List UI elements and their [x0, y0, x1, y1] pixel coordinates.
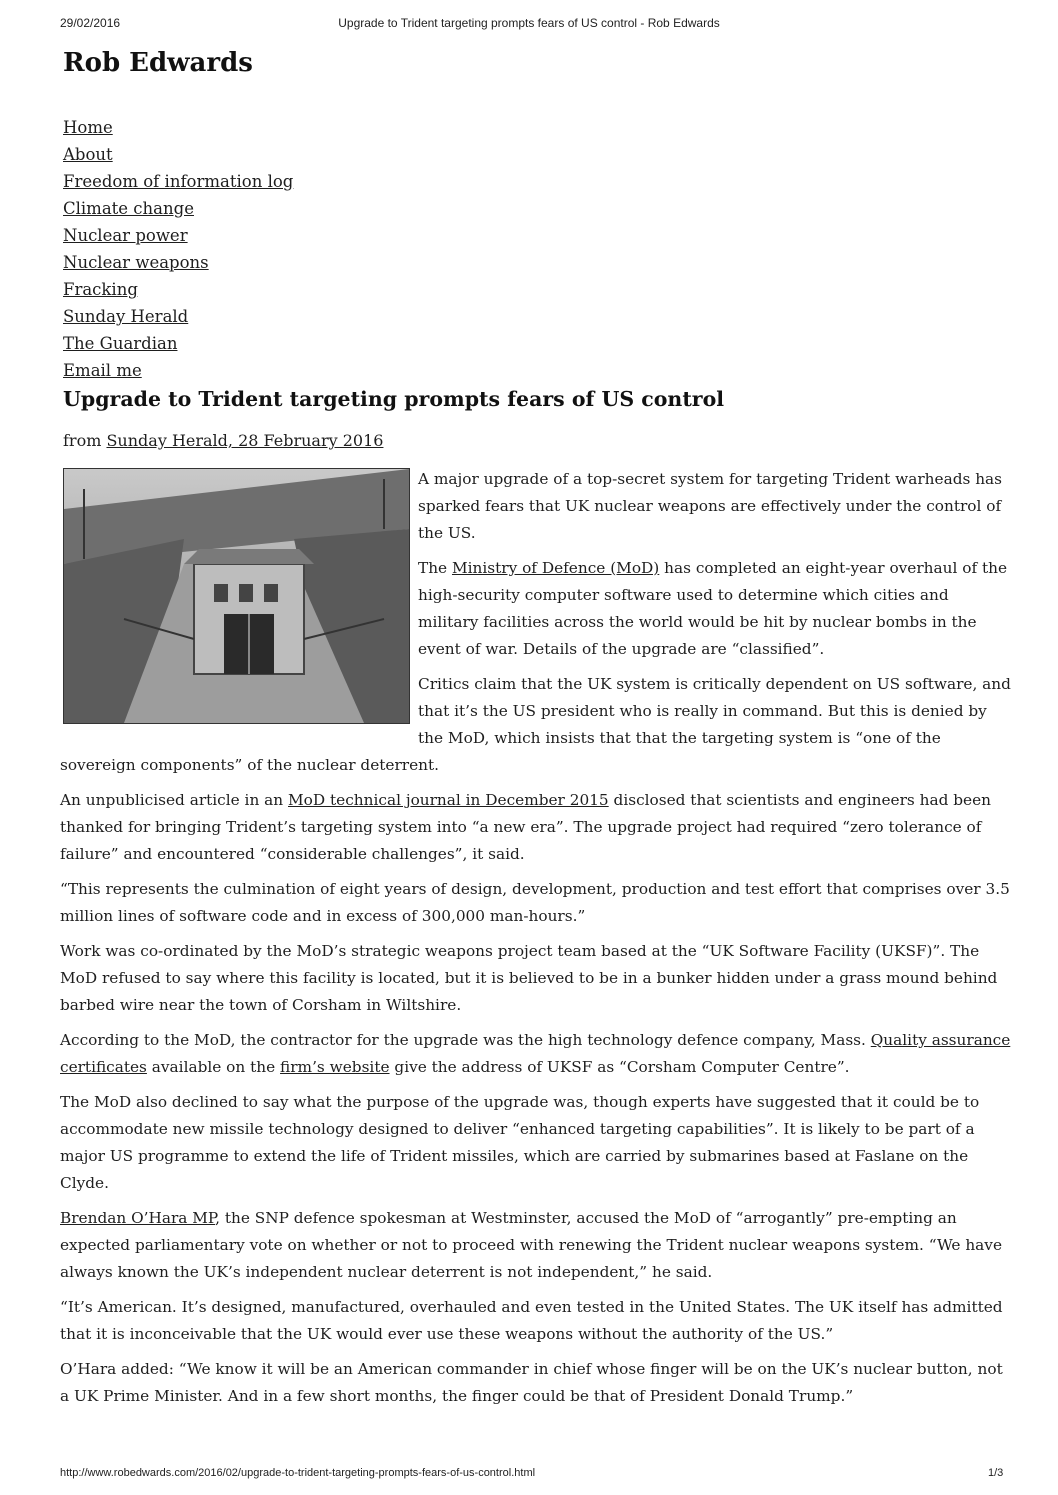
paragraph-8: The MoD also declined to say what the purpose of the upgrade was, though experts have suggested that it could be to accommodate new missile technology designed to deliver “enhanced targeting capabilities”. It is likely to be part of a major US programme to extend the life of Trident missiles, which are carried by submarines based at Faslane on the Clyde.	[60, 1093, 980, 1192]
nav-link-nuclear-power[interactable]: Nuclear power	[63, 226, 188, 245]
nav-link-climate-change[interactable]: Climate change	[63, 199, 194, 218]
nav-item-the-guardian	[63, 332, 293, 359]
mod-journal-link[interactable]: MoD technical journal in December 2015	[288, 791, 609, 809]
bunker-photo	[63, 468, 410, 724]
p7-text-after: give the address of UKSF as “Corsham Computer Centre”.	[394, 1058, 850, 1076]
site-title[interactable]: Rob Edwards	[63, 48, 253, 78]
mod-link[interactable]: Ministry of Defence (MoD)	[451, 559, 660, 577]
firms-website-link[interactable]: firm’s website	[280, 1058, 390, 1076]
nav-link-sunday-herald[interactable]: Sunday Herald	[63, 307, 189, 326]
paragraph-6: Work was co-ordinated by the MoD’s strategic weapons project team based at the “UK Software Facility (UKSF)”. The MoD refused to say where this facility is located, but it is believed to be in a bunker hidden under a grass mound behind barbed wire near the town of Corsham in Wiltshire.	[60, 942, 998, 1014]
print-page-title: Upgrade to Trident targeting prompts fears of US control - Rob Edwards	[338, 16, 720, 30]
source-link[interactable]: Sunday Herald, 28 February 2016	[106, 431, 384, 450]
p4-text-before: An unpublicised article in an	[60, 791, 284, 809]
paragraph-5: “This represents the culmination of eight years of design, development, production and test effort that comprises over 3.5 million lines of software code and in excess of 300,000 man-hours.”	[60, 880, 1010, 925]
print-date: 29/02/2016	[60, 16, 121, 30]
paragraph-11: O’Hara added: “We know it will be an American commander in chief whose finger will be on the UK’s nuclear button, not a UK Prime Minister. And in a few short months, the finger could be that of President Donald Trump.”	[60, 1360, 1003, 1405]
brendan-ohara-link[interactable]: Brendan O’Hara MP	[60, 1209, 216, 1227]
article-source-line	[63, 431, 383, 450]
nav-item-nuclear-weapons	[63, 251, 293, 278]
article-body	[60, 466, 1012, 1418]
paragraph-10: “It’s American. It’s designed, manufactured, overhauled and even tested in the United States. The UK itself has admitted that it is inconceivable that the UK would ever use these weapons without the authority of the US.”	[60, 1298, 1003, 1343]
nav-link-email-me[interactable]: Email me	[63, 361, 142, 380]
paragraph-7	[60, 1027, 1012, 1081]
paragraph-3: Critics claim that the UK system is critically dependent on US software, and that it’s the US president who is really in command. But this is denied by the MoD, which insists that that the targeting system is “one of the sovereign components” of the nuclear deterrent.	[60, 675, 1011, 774]
p7-text-before: According to the MoD, the contractor for the upgrade was the high technology defence company, Mass.	[60, 1031, 866, 1049]
nav-link-the-guardian[interactable]: The Guardian	[63, 334, 178, 353]
nav-item-nuclear-power	[63, 224, 293, 251]
nav-link-home[interactable]: Home	[63, 118, 113, 137]
article-headline: Upgrade to Trident targeting prompts fears of US control	[63, 387, 725, 411]
paragraph-4	[60, 787, 1012, 868]
nav-link-fracking[interactable]: Fracking	[63, 280, 138, 299]
quality-certificates-link[interactable]: Quality assurance certificates	[60, 1031, 1011, 1076]
nav-link-nuclear-weapons[interactable]: Nuclear weapons	[63, 253, 209, 272]
print-url: http://www.robedwards.com/2016/02/upgrade-to-trident-targeting-prompts-fears-of-us-control.html	[60, 1467, 536, 1479]
p9-text-after: , the SNP defence spokesman at Westminster, accused the MoD of “arrogantly” pre-empting an expected parliamentary vote on whether or not to proceed with renewing the Trident nuclear weapons system. “We have always known the UK’s independent nuclear deterrent is not independent,” he said.	[60, 1209, 1002, 1281]
paragraph-9	[60, 1205, 1012, 1286]
source-prefix: from	[63, 431, 102, 450]
nav-link-about[interactable]: About	[63, 145, 113, 164]
nav-item-about	[63, 143, 293, 170]
site-nav	[63, 116, 293, 386]
nav-item-sunday-herald	[63, 305, 293, 332]
paragraph-1: A major upgrade of a top-secret system for targeting Trident warheads has sparked fears that UK nuclear weapons are effectively under the control of the US.	[418, 470, 1003, 542]
p7-text-mid: available on the	[151, 1058, 276, 1076]
nav-link-foi-log[interactable]: Freedom of information log	[63, 172, 294, 191]
nav-item-email-me	[63, 359, 293, 386]
nav-item-fracking	[63, 278, 293, 305]
p2-text-after: has completed an eight-year overhaul of the high-security computer software used to determine which cities and military facilities across the world would be hit by nuclear bombs in the event of war. Details of the upgrade are “classified”.	[418, 559, 1008, 658]
p4-text-after: disclosed that scientists and engineers had been thanked for bringing Trident’s targeting system into “a new era”. The upgrade project had required “zero tolerance of failure” and encountered “considerable challenges”, it said.	[60, 791, 991, 863]
print-page-number: 1/3	[988, 1467, 1004, 1479]
nav-item-home	[63, 116, 293, 143]
nav-item-climate-change	[63, 197, 293, 224]
p2-text-before: The	[418, 559, 448, 577]
nav-item-foi-log	[63, 170, 293, 197]
